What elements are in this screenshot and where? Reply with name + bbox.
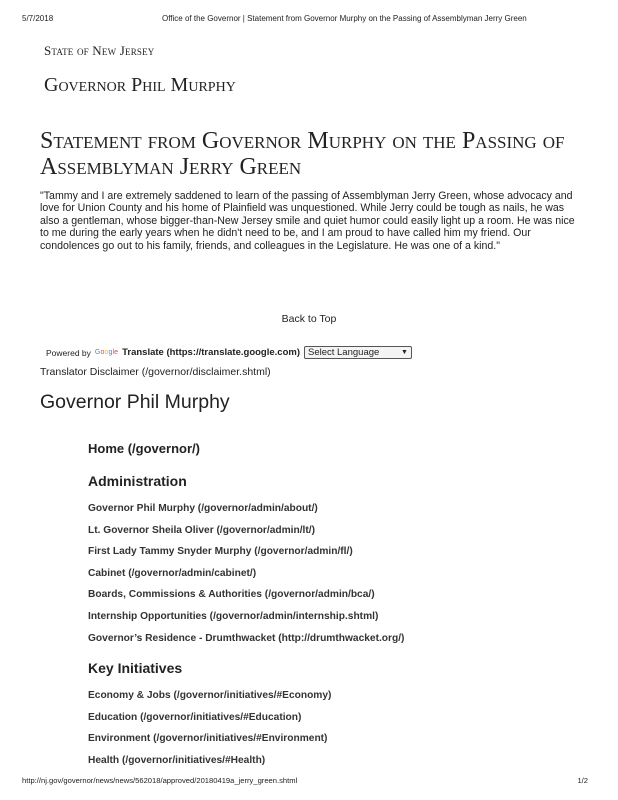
footer-governor-heading: Governor Phil Murphy — [40, 391, 230, 413]
nav-link[interactable]: Governor’s Residence - Drumthwacket (http://drumthwacket.org/) — [88, 632, 405, 644]
nav-link[interactable]: Lt. Governor Sheila Oliver (/governor/admin/lt/) — [88, 524, 315, 536]
nav-home-link[interactable]: Home (/governor/) — [88, 441, 200, 456]
nav-link[interactable]: Economy & Jobs (/governor/initiatives/#Economy) — [88, 690, 332, 701]
google-translate-link[interactable]: Translate (https://translate.google.com) — [122, 347, 300, 358]
statement-body: "Tammy and I are extremely saddened to learn of the passing of Assemblyman Jerry Green, whose advocacy and love for Union County and his home of Plainfield was unquestioned. While Jerry could be tough as nails, he was also a gentleman, whose bigger-than-New Jersey smile and quiet humor could easily light up a room. He was nice to me during the early years when he didn't need to be, and I am proud to have called him my friend. Our condolences go out to his family, friends, and colleagues in the Legislature. He was one of a kind." — [40, 190, 575, 252]
nav-link[interactable]: Education (/governor/initiatives/#Education) — [88, 711, 302, 723]
key-initiatives-links — [88, 690, 588, 776]
print-page-title: Office of the Governor | Statement from Governor Murphy on the Passing of Assemblyman Jerry Green — [162, 14, 527, 23]
nav-link[interactable]: Internship Opportunities (/governor/admin/internship.shtml) — [88, 610, 379, 622]
nav-link[interactable]: Environment (/governor/initiatives/#Environment) — [88, 733, 328, 745]
page-number: 1/2 — [577, 776, 588, 785]
nav-link[interactable]: First Lady Tammy Snyder Murphy (/governor/admin/fl/) — [88, 546, 353, 558]
print-url: http://nj.gov/governor/news/news/562018/approved/20180419a_jerry_green.shtml — [22, 776, 298, 785]
nav-link[interactable]: Boards, Commissions & Authorities (/governor/admin/bca/) — [88, 589, 375, 601]
key-initiatives-heading: Key Initiatives — [88, 660, 183, 676]
translator-disclaimer-link[interactable]: Translator Disclaimer (/governor/disclaimer.shtml) — [40, 366, 271, 378]
language-select-value: Select Language — [307, 347, 380, 358]
nav-link[interactable]: Health (/governor/initiatives/#Health) — [88, 754, 266, 766]
google-translate-bar — [46, 346, 412, 359]
back-to-top-link[interactable]: Back to Top — [281, 313, 337, 325]
state-of-new-jersey-link[interactable]: State of New Jersey — [44, 43, 155, 58]
page-title: Statement from Governor Murphy on the Passing of Assemblyman Jerry Green — [40, 128, 565, 180]
administration-links — [88, 503, 588, 654]
administration-heading: Administration — [88, 473, 187, 489]
nav-link[interactable]: Cabinet (/governor/admin/cabinet/) — [88, 567, 257, 579]
language-select[interactable] — [304, 346, 412, 359]
print-date: 5/7/2018 — [22, 14, 54, 23]
governor-site-title[interactable]: Governor Phil Murphy — [44, 74, 236, 96]
nav-link[interactable]: Governor Phil Murphy (/governor/admin/about/) — [88, 503, 318, 514]
chevron-down-icon: ▼ — [401, 349, 408, 356]
powered-by-label: Powered by — [46, 347, 91, 358]
google-logo: Google — [94, 349, 119, 356]
